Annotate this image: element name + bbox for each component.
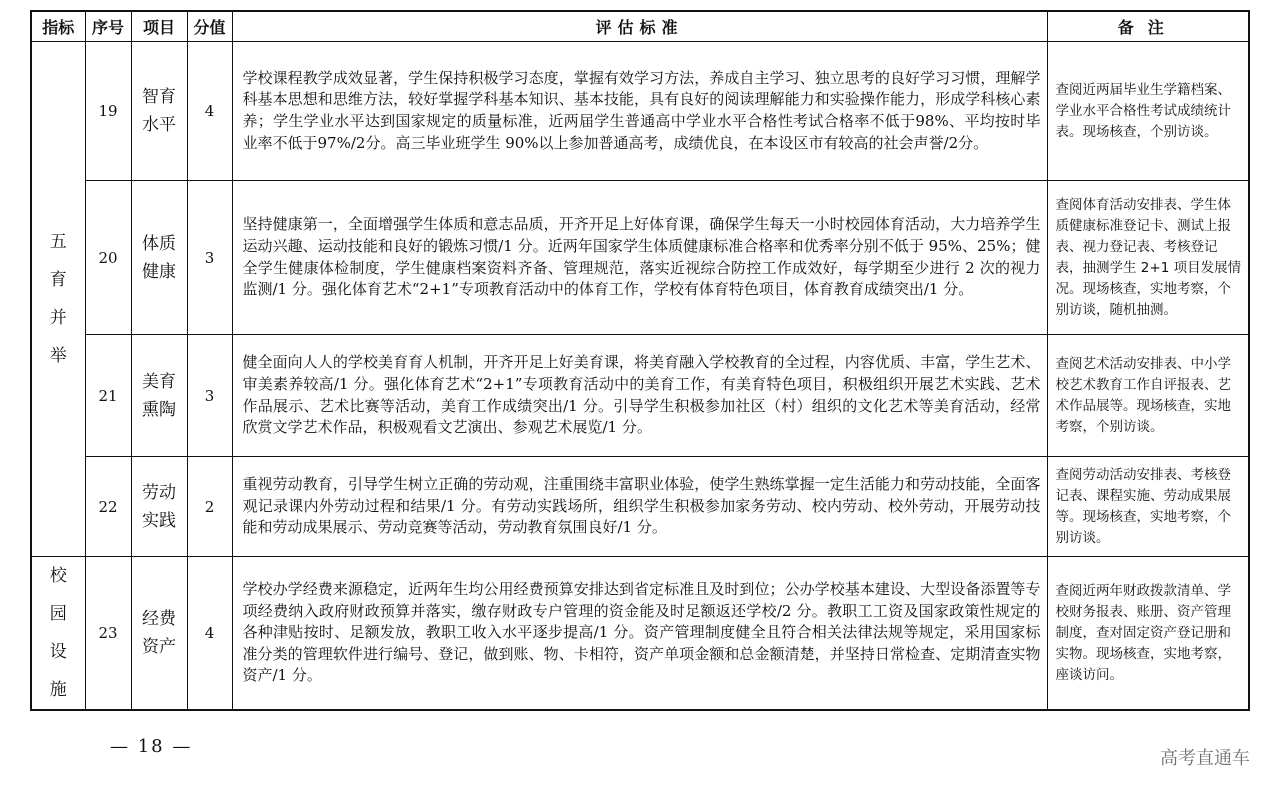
remarks-cell: 查阅艺术活动安排表、中小学校艺术教育工作自评报表、艺术作品展等。现场核查，实地考察，个别访谈。 (1047, 335, 1249, 457)
project-cell (131, 335, 187, 457)
seq-cell: 19 (85, 42, 131, 181)
page-number: — 18 — (110, 736, 193, 757)
indicator-cell-wuyu (31, 42, 85, 557)
table-header-row (31, 11, 1249, 42)
project-line: 体质 (142, 233, 176, 254)
indicator-char: 并 (49, 308, 67, 328)
score-cell: 4 (187, 557, 232, 711)
project-cell (131, 557, 187, 711)
header-project: 项目 (131, 11, 187, 42)
remarks-cell: 查阅近两届毕业生学籍档案、学业水平合格性考试成绩统计表。现场核查，个别访谈。 (1047, 42, 1249, 181)
evaluation-table (30, 10, 1250, 711)
project-cell (131, 181, 187, 335)
project-cell (131, 457, 187, 557)
project-line: 美育 (142, 371, 176, 392)
score-cell: 4 (187, 42, 232, 181)
project-line: 水平 (142, 115, 176, 135)
table-row (31, 42, 1249, 181)
indicator-char: 施 (49, 680, 67, 700)
score-cell: 2 (187, 457, 232, 557)
project-line: 经费 (142, 609, 176, 629)
seq-cell: 20 (85, 181, 131, 335)
header-remarks: 备注 (1047, 11, 1249, 42)
remarks-cell: 查阅体育活动安排表、学生体质健康标准登记卡、测试上报表、视力登记表、考核登记表，抽测学生 2+1 项目发展情况。现场核查，实地考察，个别访谈，随机抽测。 (1047, 181, 1249, 335)
project-line: 熏陶 (142, 399, 176, 420)
indicator-char: 园 (49, 604, 67, 624)
project-cell (131, 42, 187, 181)
score-cell: 3 (187, 335, 232, 457)
header-indicator: 指标 (31, 11, 85, 42)
project-line: 智育 (142, 87, 176, 107)
project-line: 健康 (142, 261, 176, 282)
project-line: 资产 (142, 637, 176, 657)
project-line: 实践 (142, 510, 176, 531)
criteria-cell: 学校课程教学成效显著，学生保持积极学习态度，掌握有效学习方法，养成自主学习、独立思考的良好学习习惯，理解学科基本思想和思维方法，较好掌握学科基本知识、基本技能，具有良好的阅读理解能力和实验操作能力，形成学科核心素养；学生学业水平达到国家规定的质量标准，近两届学生普通高中学业水平合格性考试合格率不低于98%、平均按时毕业率不低于97%/2分。高三毕业班学生 90%以上参加普通高考，成绩优良，在本设区市有较高的社会声誉/2分。 (232, 42, 1047, 181)
criteria-cell: 重视劳动教育，引导学生树立正确的劳动观，注重围绕丰富职业体验，使学生熟练掌握一定生活能力和劳动技能，全面客观记录课内外劳动过程和结果/1 分。有劳动实践场所，组织学生积极参加家务劳动、校内劳动、校外劳动，开展劳动技能和劳动成果展示、劳动竞赛等活动，劳动教育氛围良好/1 分。 (232, 457, 1047, 557)
seq-cell: 22 (85, 457, 131, 557)
header-seq: 序号 (85, 11, 131, 42)
indicator-char: 育 (49, 270, 67, 290)
indicator-char: 五 (49, 232, 67, 252)
table-row (31, 557, 1249, 711)
table-row (31, 335, 1249, 457)
remarks-cell: 查阅近两年财政拨款清单、学校财务报表、账册、资产管理制度，查对固定资产登记册和实物。现场核查，实地考察，座谈访问。 (1047, 557, 1249, 711)
table-row (31, 457, 1249, 557)
criteria-cell: 健全面向人人的学校美育育人机制，开齐开足上好美育课，将美育融入学校教育的全过程，内容优质、丰富，学生艺术、审美素养较高/1 分。强化体育艺术“2+1”专项教育活动中的美育工作，有美育特色项目，积极组织开展艺术实践、艺术作品展示、艺术比赛等活动，美育工作成绩突出/1 分。引导学生积极参加社区（村）组织的文化艺术等美育活动，经常欣赏文学艺术作品，积极观看文艺演出、参观艺术展览/1 分。 (232, 335, 1047, 457)
table-row (31, 181, 1249, 335)
header-score: 分值 (187, 11, 232, 42)
indicator-char: 设 (49, 642, 67, 662)
score-cell: 3 (187, 181, 232, 335)
indicator-char: 举 (49, 346, 67, 366)
indicator-char: 校 (49, 566, 67, 586)
criteria-cell: 坚持健康第一，全面增强学生体质和意志品质，开齐开足上好体育课，确保学生每天一小时校园体育活动，大力培养学生运动兴趣、运动技能和良好的锻炼习惯/1 分。近两年国家学生体质健康标准合格率和优秀率分别不低于 95%、25%；健全学生健康体检制度，学生健康档案资料齐备、管理规范，落实近视综合防控工作成效好，每学期至少进行 2 次的视力监测/1 分。强化体育艺术“2+1”专项教育活动中的体育工作，学校有体育特色项目，体育教育成绩突出/1 分。 (232, 181, 1047, 335)
header-criteria: 评估标准 (232, 11, 1047, 42)
project-line: 劳动 (142, 482, 176, 503)
seq-cell: 23 (85, 557, 131, 711)
seq-cell: 21 (85, 335, 131, 457)
watermark: 高考直通车 (1160, 748, 1250, 769)
remarks-cell: 查阅劳动活动安排表、考核登记表、课程实施、劳动成果展等。现场核查，实地考察，个别访谈。 (1047, 457, 1249, 557)
indicator-cell-xiaoyuan (31, 557, 85, 711)
criteria-cell: 学校办学经费来源稳定，近两年生均公用经费预算安排达到省定标准且及时到位；公办学校基本建设、大型设备添置等专项经费纳入政府财政预算并落实，缴存财政专户管理的资金能及时足额返还学校/2 分。教职工工资及国家政策性规定的各种津贴按时、足额发放，教职工收入水平逐步提高/1 分。资产管理制度健全且符合相关法律法规等规定，采用国家标准分类的管理软件进行编号、登记，做到账、物、卡相符，资产单项金额和总金额清楚，并坚持日常检查、定期清查实物资产/1 分。 (232, 557, 1047, 711)
